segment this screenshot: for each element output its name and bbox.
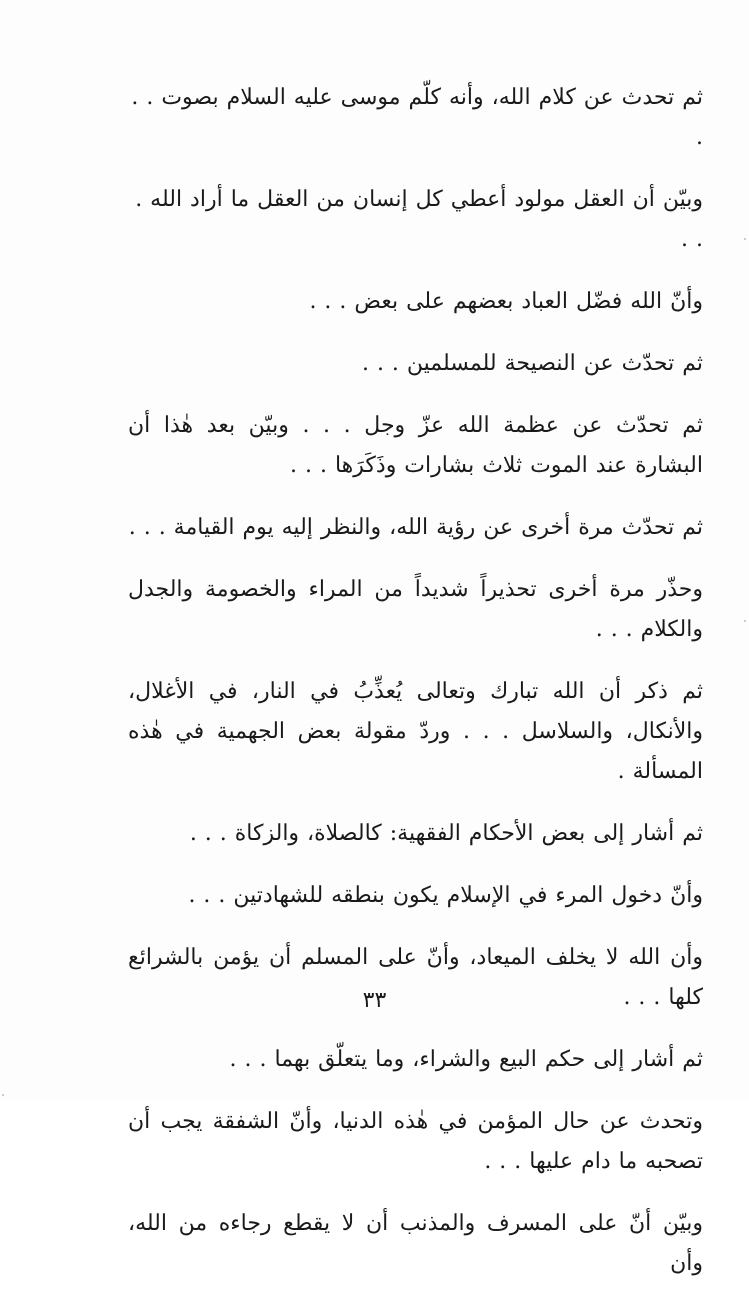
paragraph-14: وبيّن أنّ على المسرف والمذنب أن لا يقطع رجاءه من الله، وأن [128,1211,703,1276]
scan-speck [744,238,746,240]
paragraph-3: وأنّ الله فضّل العباد بعضهم على بعض . . . [309,289,703,314]
page-body [128,78,703,1306]
paragraph-9: ثم أشار إلى بعض الأحكام الفقهية: كالصلاة، والزكاة . . . [189,821,703,846]
paragraph-2: وبيّن أن العقل مولود أعطي كل إنسان من العقل ما أراد الله . . . [135,187,703,252]
paragraph-8: ثم ذكر أن الله تبارك وتعالى يُعذِّبُ في النار، في الأغلال، والأنكال، والسلاسل . . . وردّ مقولة بعض الجهمية في هٰذه المسألة . [128,679,703,784]
page-number: ٣٣ [362,988,387,1013]
paragraph-5: ثم تحدّث عن عظمة الله عزّ وجل . . . وبيّن بعد هٰذا أن البشارة عند الموت ثلاث بشارات وذَكَرَها . . . [128,413,703,478]
paragraph-4: ثم تحدّث عن النصيحة للمسلمين . . . [361,351,703,376]
scan-speck [744,620,746,622]
paragraph-11: وأن الله لا يخلف الميعاد، وأنّ على المسلم أن يؤمن بالشرائع كلها . . . [128,945,703,1010]
scan-speck [2,1094,4,1096]
paragraph-6: ثم تحدّث مرة أخرى عن رؤية الله، والنظر إليه يوم القيامة . . . [128,515,703,540]
paragraph-1: ثم تحدث عن كلام الله، وأنه كلّم موسى عليه السلام بصوت . . . [131,85,703,150]
paragraph-7: وحذّر مرة أخرى تحذيراً شديداً من المراء والخصومة والجدل والكلام . . . [128,577,703,642]
paragraph-10: وأنّ دخول المرء في الإسلام يكون بنطقه للشهادتين . . . [188,883,703,908]
paragraph-13: وتحدث عن حال المؤمن في هٰذه الدنيا، وأنّ الشفقة يجب أن تصحبه ما دام عليها . . . [128,1109,703,1174]
paragraph-12: ثم أشار إلى حكم البيع والشراء، وما يتعلّق بهما . . . [229,1047,703,1072]
